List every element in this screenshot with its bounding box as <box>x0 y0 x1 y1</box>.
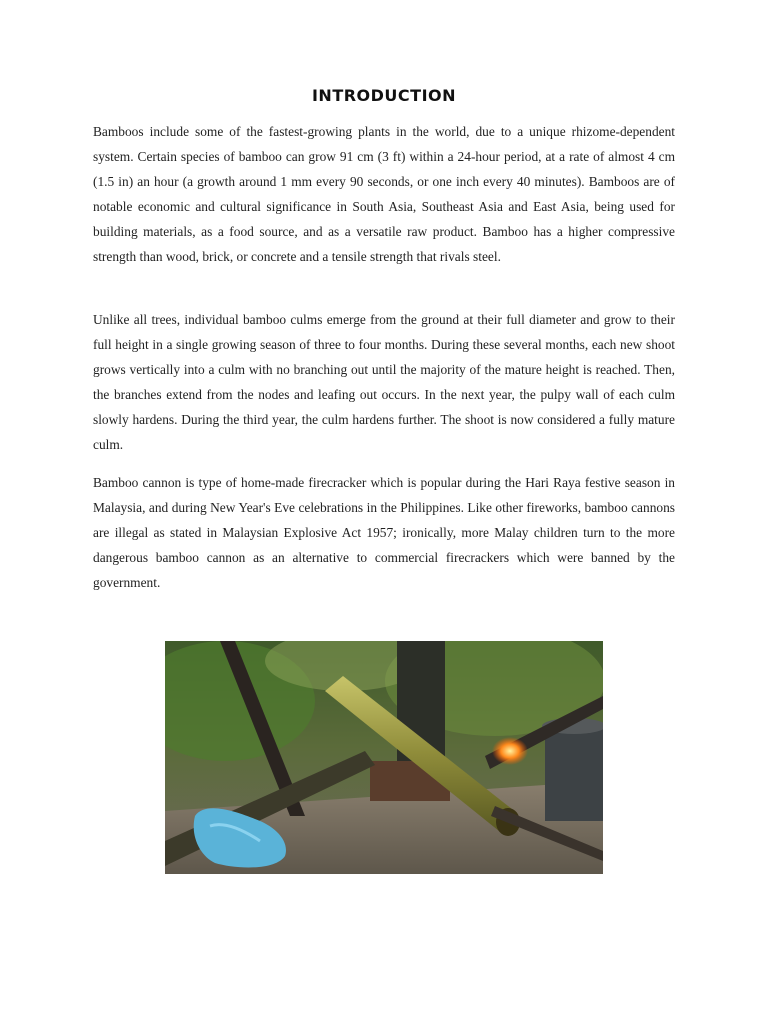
paragraph-bamboo-growth: Bamboos include some of the fastest-growing plants in the world, due to a unique rhizome-dependent system. Certain species of bamboo can grow 91 cm (3 ft) within a 24-hour period, at a rate of almost 4 cm (1.5 in) an hour (a growth around 1 mm every 90 seconds, or one inch every 40 minutes). Bamboos are of notable economic and cultural significance in South Asia, Southeast Asia and East Asia, being used for building materials, as a food source, and as a versatile raw product. Bamboo has a higher compressive strength than wood, brick, or concrete and a tensile strength that rivals steel. <box>93 124 675 264</box>
paragraph-bamboo-culms: Unlike all trees, individual bamboo culms emerge from the ground at their full diameter and grow to their full height in a single growing season of three to four months. During these several months, each new shoot grows vertically into a culm with no branching out until the majority of the mature height is reached. Then, the branches extend from the nodes and leafing out occurs. In the next year, the pulpy wall of each culm slowly hardens. During the third year, the culm hardens further. The shoot is now considered a fully mature culm. <box>93 312 675 452</box>
paragraph-bamboo-cannon: Bamboo cannon is type of home-made firecracker which is popular during the Hari Raya festive season in Malaysia, and during New Year's Eve celebrations in the Philippines. Like other fireworks, bamboo cannons are illegal as stated in Malaysian Explosive Act 1957; ironically, more Malay children turn to the more dangerous bamboo cannon as an alternative to commercial firecrackers which were banned by the government. <box>93 475 675 590</box>
bamboo-cannon-photo <box>165 641 603 874</box>
page-title: INTRODUCTION <box>311 86 457 105</box>
